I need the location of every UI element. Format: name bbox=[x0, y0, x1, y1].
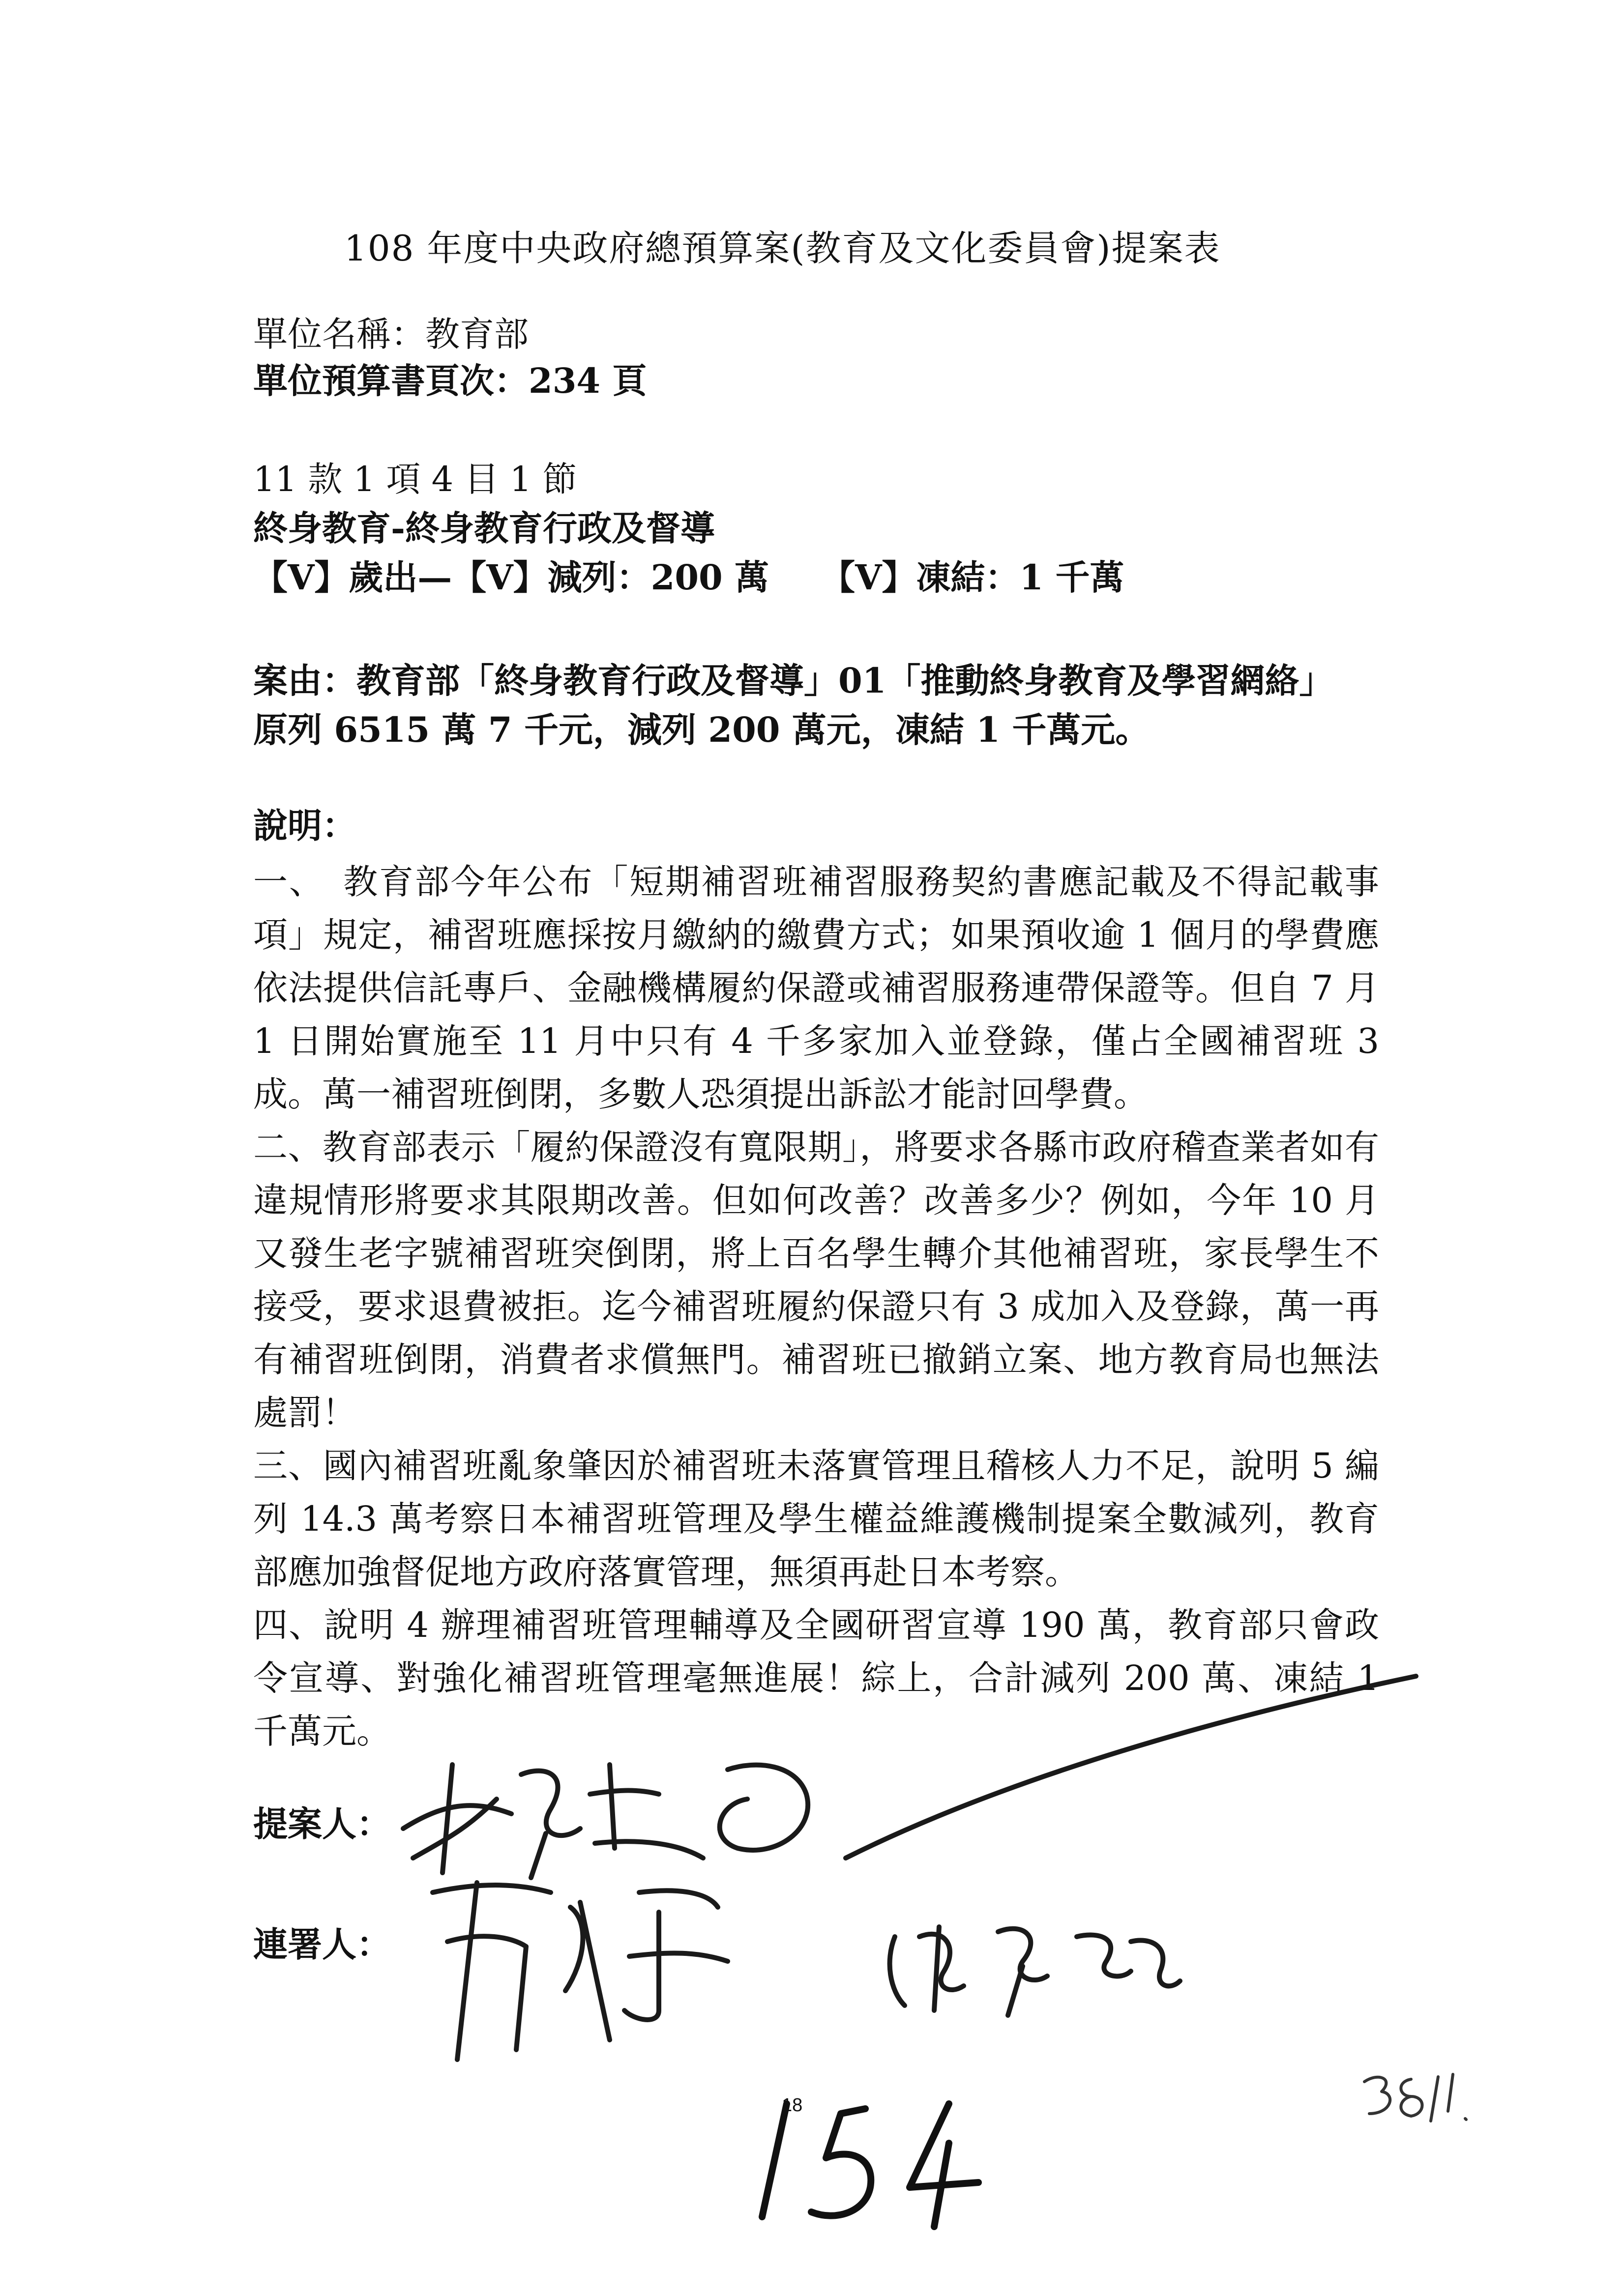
cosigner-signature-2 bbox=[875, 1907, 1190, 2025]
explanation-item: 四、說明 4 辦理補習班管理輔導及全國研習宣導 190 萬，教育部只會政令宣導、對強化補習班管理毫無進展！綜上，合計減列 200 萬、凍結 1 千萬元。 bbox=[253, 1605, 1379, 1751]
proposer-label: 提案人： bbox=[253, 1803, 391, 1844]
pen-stroke-mark bbox=[836, 1666, 1426, 1873]
cosigner-signature-1 bbox=[403, 1863, 757, 2079]
handwritten-number bbox=[752, 2084, 998, 2232]
explanation-item: 二、教育部表示「履約保證沒有寬限期」，將要求各縣市政府稽查業者如有違規情形將要求其限期改善。但如何改善？改善多少？例如，今年 10 月又發生老字號補習班突倒閉，將上百名學生轉介其他補習班，家長學生不接受，要求退費被拒。迄今補習班履約保證只有 3 成加入及登錄，萬一再有補習班倒閉，消費者求償無門。補習班已撤銷立案、地方教育局也無法處罰！ bbox=[253, 1127, 1379, 1433]
section-code: 11 款 1 項 4 目 1 節 bbox=[253, 459, 577, 499]
case-line-1: 案由：教育部「終身教育行政及督導」01「推動終身教育及學習網絡」 bbox=[253, 660, 1334, 701]
page-number: 18 bbox=[782, 2095, 803, 2116]
case-line-2: 原列 6515 萬 7 千元，減列 200 萬元，凍結 1 千萬元。 bbox=[253, 709, 1150, 750]
handwritten-folio bbox=[1357, 2064, 1475, 2128]
explanation-heading: 說明： bbox=[253, 805, 356, 846]
budget-page: 單位預算書頁次：234 頁 bbox=[253, 360, 647, 401]
explanation-item: 三、國內補習班亂象肇因於補習班未落實管理且稽核人力不足，說明 5 編列 14.3 萬考察日本補習班管理及學生權益維護機制提案全數減列，教育部應加強督促地方政府落實管理，無須再赴日本考察。 bbox=[253, 1446, 1379, 1592]
cosigner-label: 連署人： bbox=[253, 1924, 391, 1965]
explanation-item: 一、 教育部今年公布「短期補習班補習服務契約書應記載及不得記載事項」規定，補習班應採按月繳納的繳費方式；如果預收逾 1 個月的學費應依法提供信託專戶、金融機構履約保證或補習服務連帶保證等。但自 7 月 1 日開始實施至 11 月中只有 4 千多家加入並登錄，僅占全國補習班 3 成。萬一補習班倒閉，多數人恐須提出訴訟才能討回學費。 bbox=[253, 862, 1379, 1114]
unit-name: 單位名稱：教育部 bbox=[253, 314, 529, 354]
program-name: 終身教育-終身教育行政及督導 bbox=[253, 508, 715, 549]
budget-actions: 【V】歲出—【V】減列：200 萬 【V】凍結：1 千萬 bbox=[253, 557, 1124, 598]
document-title: 108 年度中央政府總預算案(教育及文化委員會)提案表 bbox=[344, 228, 1221, 269]
explanation-body bbox=[253, 855, 1379, 1758]
